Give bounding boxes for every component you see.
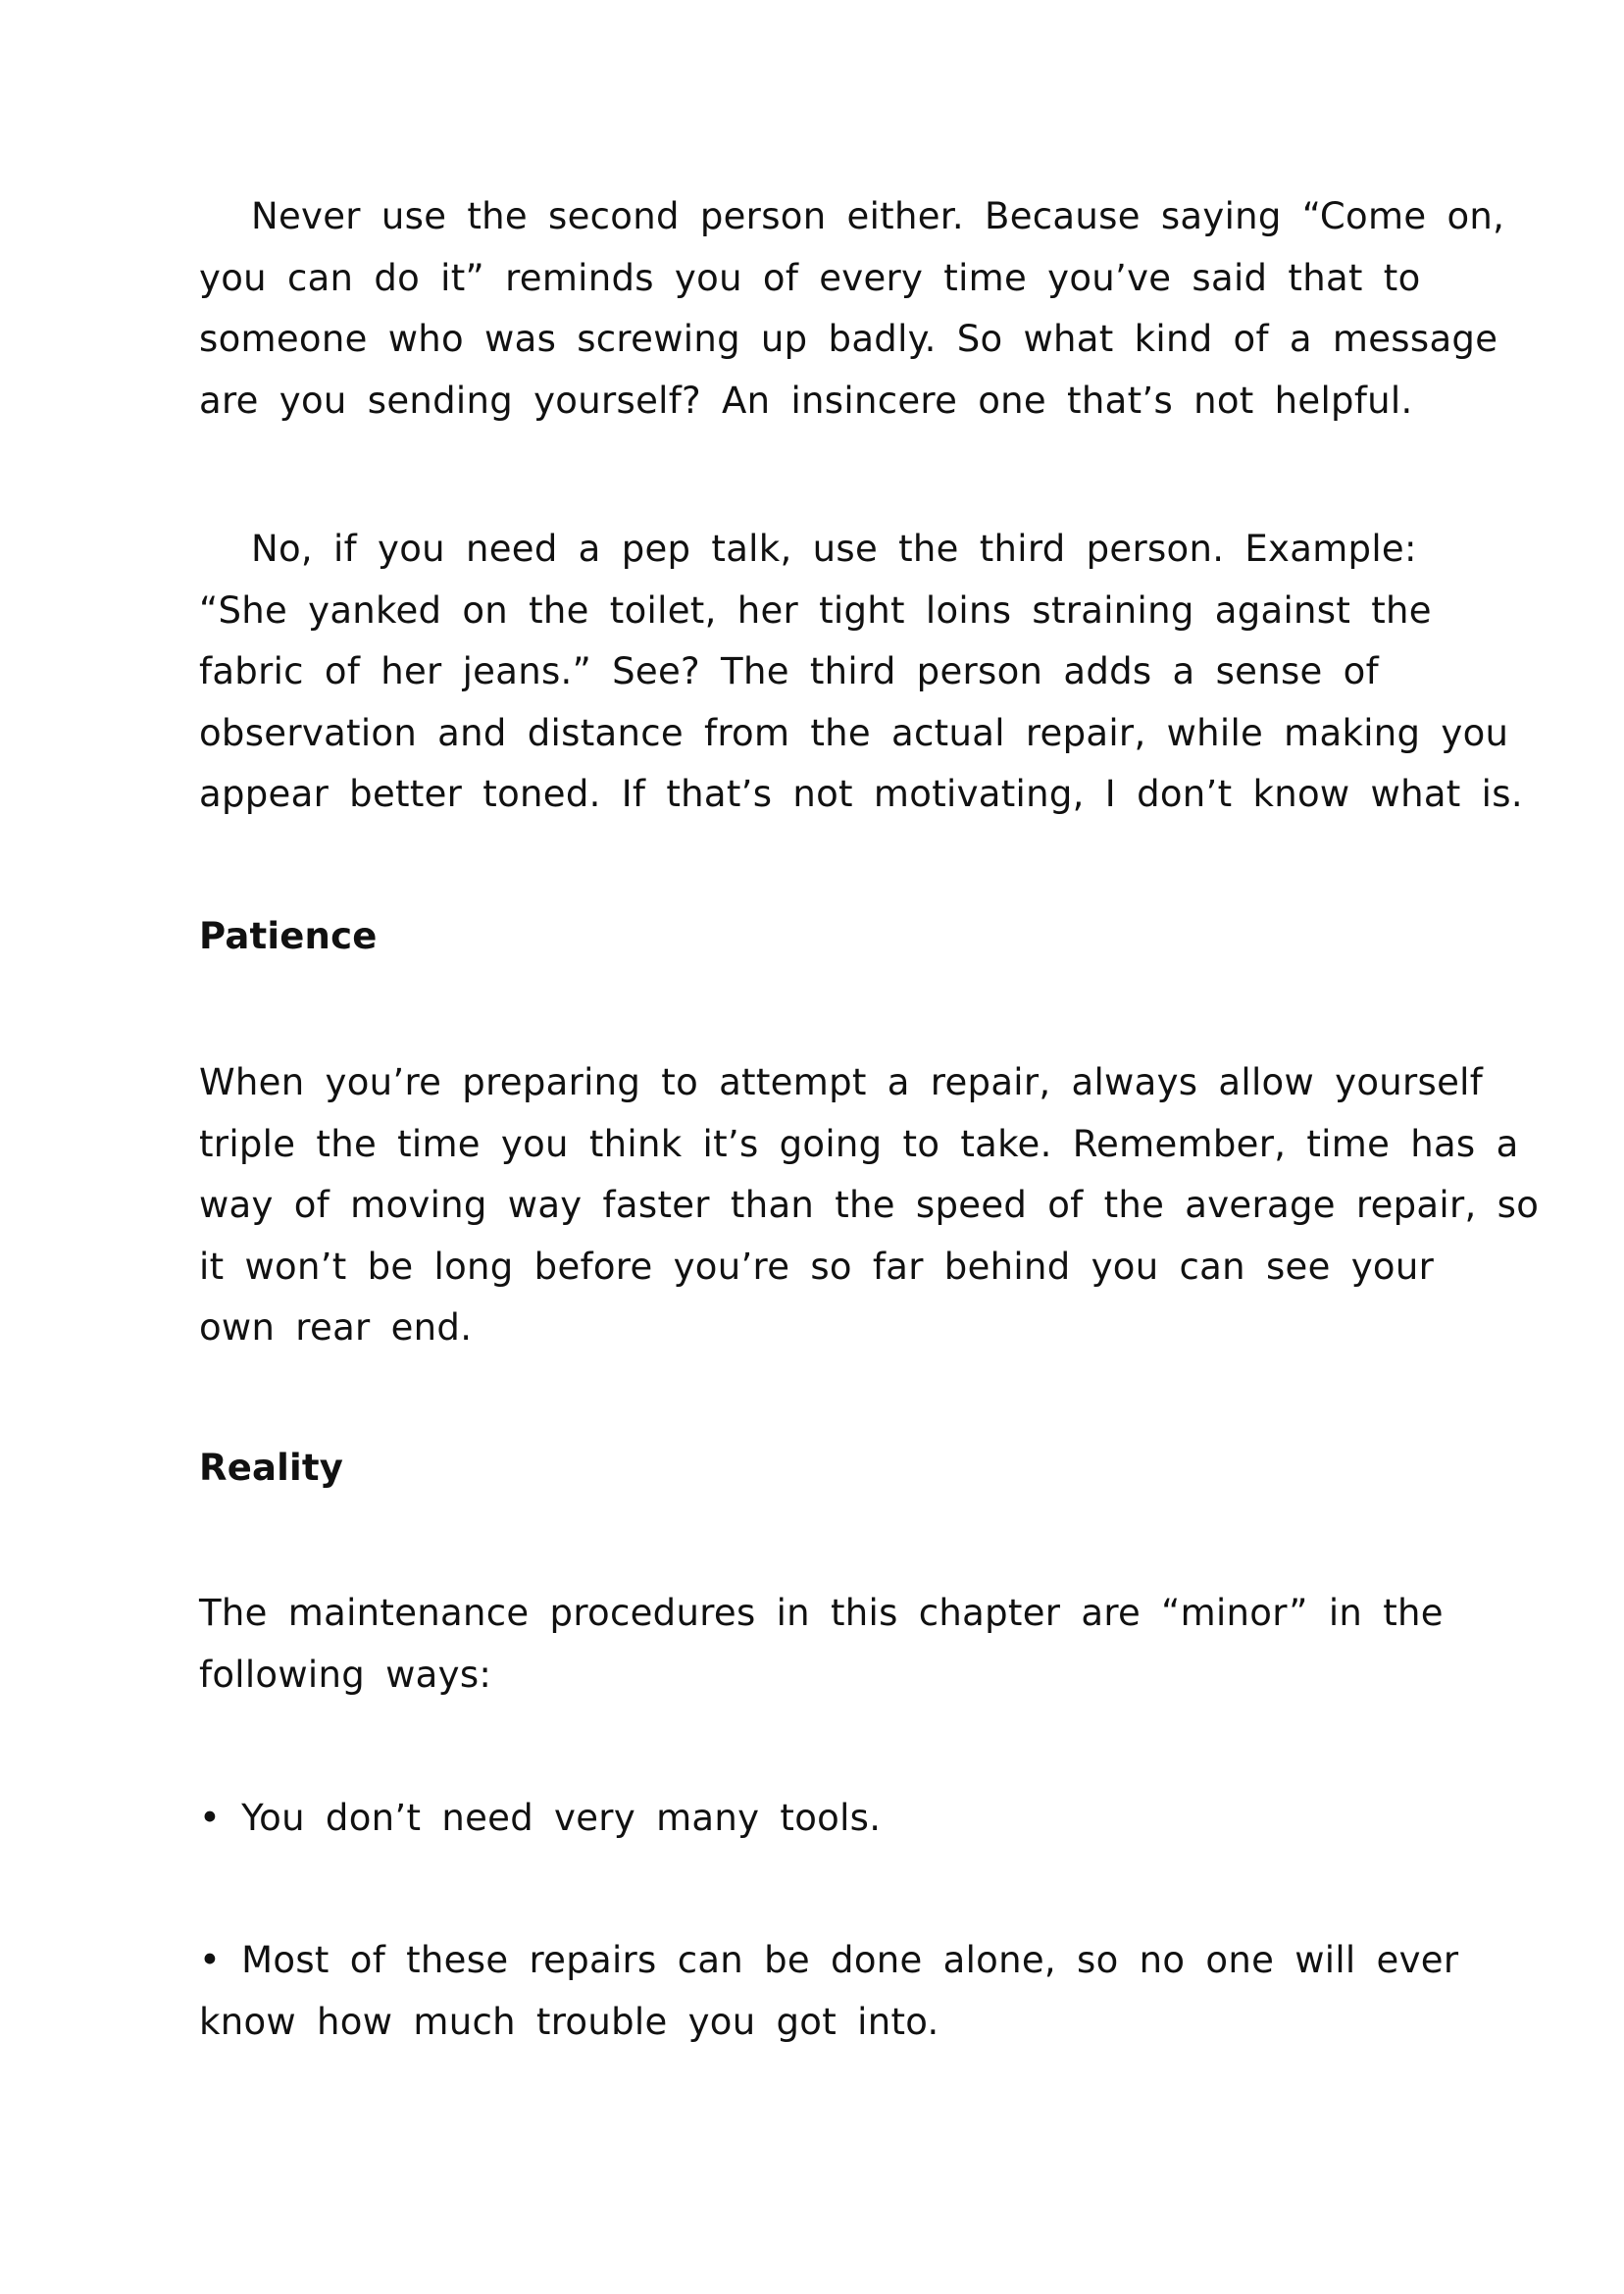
paragraph-third-person (199, 519, 1523, 826)
text-line: it won’t be long before you’re so far behind you can see your (199, 1245, 1435, 1288)
text-line: observation and distance from the actual repair, while making you (199, 711, 1509, 754)
text-line: someone who was screwing up badly. So what kind of a message (199, 318, 1498, 360)
text-line: you can do it” reminds you of every time you’ve said that to (199, 256, 1421, 299)
text-line: own rear end. (199, 1306, 473, 1349)
section-heading-patience: Patience (199, 915, 378, 957)
bullet-item-tools (199, 1788, 1474, 1850)
text-line: No, if you need a pep talk, use the third person. Example: (251, 528, 1417, 570)
bullet-item-alone (199, 1930, 1474, 2053)
text-line: appear better toned. If that’s not motivating, I don’t know what is. (199, 773, 1523, 815)
text-line: • You don’t need very many tools. (199, 1797, 882, 1839)
text-line: The maintenance procedures in this chapter are “minor” in the (199, 1592, 1444, 1634)
text-line: way of moving way faster than the speed of the average repair, so (199, 1184, 1540, 1226)
section-heading-reality: Reality (199, 1447, 344, 1489)
text-line: “She yanked on the toilet, her tight loins straining against the (199, 588, 1432, 632)
text-line: triple the time you think it’s going to take. Remember, time has a (199, 1122, 1519, 1165)
text-line: are you sending yourself? An insincere one that’s not helpful. (199, 379, 1413, 422)
text-line: Never use the second person either. Because saying “Come on, (251, 195, 1505, 237)
text-line: know how much trouble you got into. (199, 2000, 939, 2043)
text-line: following ways: (199, 1653, 492, 1696)
paragraph-reality (199, 1583, 1474, 1706)
paragraph-patience (199, 1052, 1540, 1359)
text-line: • Most of these repairs can be done alone, so no one will ever (199, 1939, 1459, 1981)
paragraph-second-person (199, 186, 1505, 432)
text-line: fabric of her jeans.” See? The third person adds a sense of (199, 650, 1379, 692)
text-line: When you’re preparing to attempt a repair, always allow yourself (199, 1061, 1484, 1103)
